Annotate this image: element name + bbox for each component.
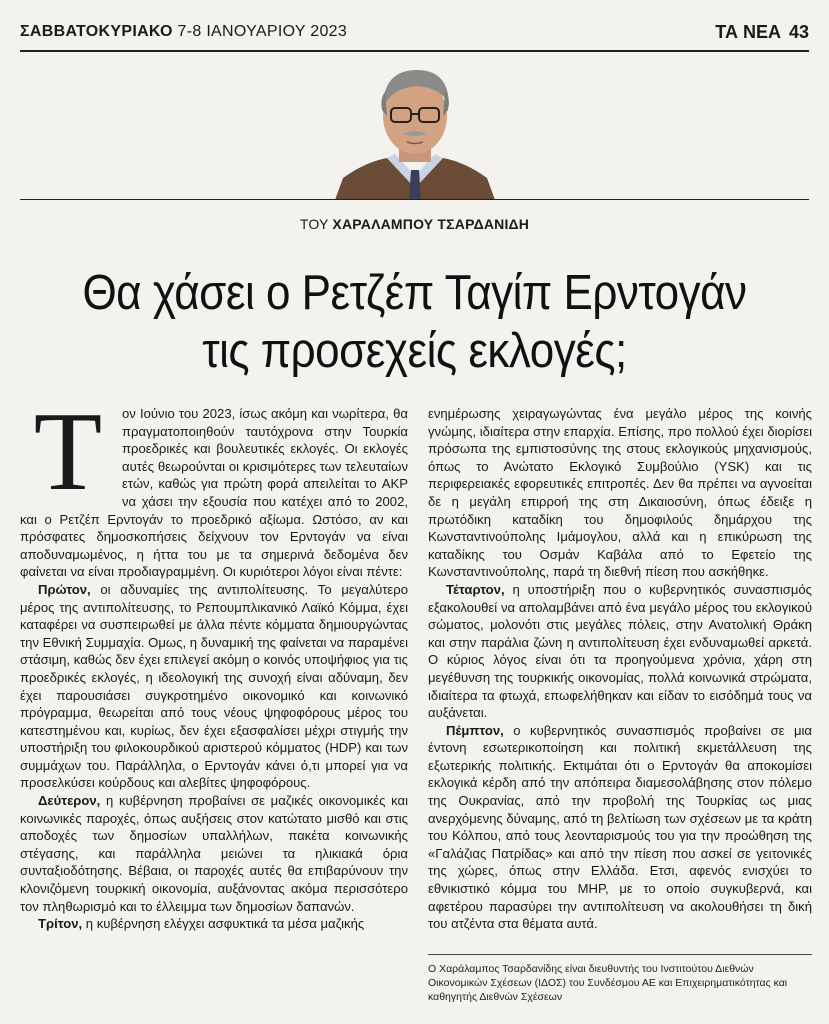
photo-rule bbox=[20, 199, 809, 200]
article-headline bbox=[60, 264, 769, 380]
text-third-continued: ενημέρωσης χειραγωγώντας ένα μεγάλο μέρος της κοινής γνώμης, ιδιαίτερα στην επαρχία. Επίσης, προ πολλού έχει διορίσει πρόσωπα της εμπιστοσύνης της στους εκλογικούς μηχανισμούς, όπως το Ανώτατο Εκλογικό Συμβούλιο (YSK) και τις περιφερειακές εφορευτικές επιτροπές. Δεν θα πρέπει να αγνοείται δε η μεγάλη επιρροή της στη Δικαιοσύνη, όπως έδειξε η πρωτόδικη καταδίκη του δημοφιλούς δημάρχου της Κωνσταντινούπολης Ιμάμογλου, αλλά και η επικύρωση της καταδίκης του Οσμάν Καβάλα από το Εφετείο της Κωνσταντινούπολης, παρά τη διεθνή πίεση που ασκήθηκε. bbox=[428, 406, 812, 580]
headline-line-1: Θα χάσει ο Ρετζέπ Ταγίπ Ερντογάν bbox=[82, 265, 747, 320]
article-column-right bbox=[428, 405, 812, 933]
byline bbox=[0, 216, 829, 232]
header-rule bbox=[20, 50, 809, 52]
lead-second: Δεύτερον, bbox=[38, 793, 101, 809]
author-photo bbox=[300, 58, 530, 200]
paragraph-fifth bbox=[428, 722, 812, 933]
intro-text: ον Ιούνιο του 2023, ίσως ακόμη και νωρίτερα, θα πραγματοποιηθούν ταυτόχρονα στην Τουρκία προεδρικές και βουλευτικές εκλογές. Οι εκλογές αυτές θεωρούνται οι κρισιμότερες των τελευταίων ετών, καθώς για πρώτη φορά απειλείται το AKP να χάσει την εξουσία που κατέχει από το 2002, και ο Ρετζέπ Ερντογάν το προεδρικό αξίωμα. Ωστόσο, αν και πρόσφατες δημοσκοπήσεις δείχνουν τον Ερντογάν να είναι αποδυναμωμένος, η ήττα του με τα σημερινά δεδομένα δεν φαίνεται να είναι προδιαγραμμένη. Οι κυριότεροι λόγοι είναι πέντε: bbox=[20, 406, 408, 580]
page-number: 43 bbox=[788, 21, 809, 42]
author-note-rule bbox=[428, 954, 812, 955]
issue-day: ΣΑΒΒΑΤΟΚΥΡΙΑΚΟ bbox=[20, 23, 173, 40]
author-portrait-image bbox=[325, 58, 505, 200]
headline-line-2: τις προσεχείς εκλογές; bbox=[202, 323, 627, 379]
lead-first: Πρώτον, bbox=[38, 581, 91, 597]
page-header bbox=[20, 18, 809, 46]
paper-name: ΤΑ ΝΕΑ bbox=[715, 21, 781, 42]
text-fifth: ο κυβερνητικός συνασπισμός προβαίνει σε μια έντονη εσωτερικοποίηση και πολιτική εκμετάλλευση της εξωτερικής πολιτικής. Εκτιμάται ότι ο Ερντογάν θα αποκομίσει εκλογικά κέρδη από την απόπειρα διαμεσολάβησης στον πόλεμο της Ουκρανίας, από την προβολή της Τουρκίας ως μιας ανερχόμενης δύναμης, από τη βελτίωση των σχέσεων με τα κράτη του Κόλπου, από τους λεονταρισμούς του για την προώθηση της «Γαλάζιας Πατρίδας» και από την πίεση που ασκεί σε γειτονικές της χώρες, όπως στην Ελλάδα. Ετσι, αφενός ενισχύει το εθνικιστικό κόμμα του MHP, με το οποίο συγκυβερνά, και αφετέρου παρασύρει την αντιπολίτευση να ακολουθήσει τη δική του ατζέντα στα θέματα αυτά. bbox=[428, 722, 812, 932]
issue-date bbox=[20, 23, 347, 41]
lead-fifth: Πέμπτον, bbox=[446, 722, 504, 738]
paragraph-first bbox=[20, 581, 408, 792]
text-second: η κυβέρνηση προβαίνει σε μαζικές οικονομικές και κοινωνικές παροχές, όπως αυξήσεις στον κατώτατο μισθό και στις αποδοχές των δημοσίων υπαλλήλων, πακέτα κοινωνικής στέγασης, και παράλληλα μειώνει τα ηλικιακά όρια συνταξιοδότησης. Βέβαια, οι παροχές αυτές θα επιβαρύνουν την κλονιζόμενη τουρκική οικονομία, αυξάνοντας ακόμα περισσότερο τον πληθωρισμό και το έλλειμμα των δημοσίων δαπανών. bbox=[20, 793, 408, 914]
lead-fourth: Τέταρτον, bbox=[446, 581, 505, 597]
paragraph-third-continued bbox=[428, 405, 812, 581]
paragraph-third-start bbox=[20, 915, 408, 933]
drop-cap: Τ bbox=[33, 390, 103, 514]
intro-paragraph bbox=[20, 390, 408, 581]
text-fourth: η υποστήριξη που ο κυβερνητικός συνασπισμός εξακολουθεί να απολαμβάνει από ένα μεγάλο μέρος του εκλογικού σώματος, μολονότι στις μεγάλες πόλεις, στην Ανατολική Θράκη και στην παράλια ζώνη η αντιπολίτευση έχει ενδυναμωθεί αρκετά. Ο κύριος λόγος είναι ότι τα προηγούμενα χρόνια, χάρη στη μεγέθυνση της τουρκικής οικονομίας, πολλά κοινωνικά στρώματα, ιδιαίτερα τα φτωχά, επωφελήθηκαν και είδαν το εισόδημά τους να αυξάνεται. bbox=[428, 581, 812, 721]
paper-and-page bbox=[715, 22, 809, 43]
text-third-start: η κυβέρνηση ελέγχει ασφυκτικά τα μέσα μαζικής bbox=[82, 916, 365, 932]
byline-author: ΧΑΡΑΛΑΜΠΟΥ ΤΣΑΡΔΑΝΙΔΗ bbox=[332, 216, 530, 232]
issue-date-text: 7-8 ΙΑΝΟΥΑΡΙΟΥ 2023 bbox=[177, 23, 348, 40]
paragraph-fourth bbox=[428, 581, 812, 722]
author-note: Ο Χαράλαμπος Τσαρδανίδης είναι διευθυντής του Ινστιτούτου Διεθνών Οικονομικών Σχέσεων (ΙΔΟΣ) του Συνδέσμου ΑΕ και Επιχειρηματικότητας και καθηγητής Διεθνών Σχέσεων bbox=[428, 963, 788, 1003]
paragraph-second bbox=[20, 792, 408, 915]
byline-prefix: ΤΟΥ bbox=[299, 216, 329, 232]
text-first: οι αδυναμίες της αντιπολίτευσης. Το μεγαλύτερο μέρος της αντιπολίτευσης, το Ρεπουμπλικανικό Λαϊκό Κόμμα, έχει καταφέρει να συσπειρωθεί με άλλα πέντε κόμματα δημιουργώντας την Εθνική Συμμαχία. Ομως, η δυναμική της φαίνεται να παραμένει στάσιμη, καθώς δεν έχει επιλεγεί ακόμη ο κοινός υποψήφιος για τις προεδρικές εκλογές, η ιδεολογική της συνοχή είναι αδύναμη, δεν έχει παρουσιάσει συγκροτημένο οικονομικό και κοινωνικό πρόγραμμα, θεωρείται από τους νέους ψηφοφόρους μέρος του κατεστημένου και, κυρίως, δεν έχει εξασφαλίσει μέχρι στιγμής την υποστήριξη του φιλοκουρδικού αριστερού κόμματος (HDP) και των συμμάχων του. Παράλληλα, ο Ερντογάν κάνει ό,τι μπορεί για να προσελκύσει κούρδους και αλεβίτες ψηφοφόρους. bbox=[20, 581, 408, 791]
lead-third: Τρίτον, bbox=[38, 916, 83, 932]
article-column-left bbox=[20, 390, 408, 933]
